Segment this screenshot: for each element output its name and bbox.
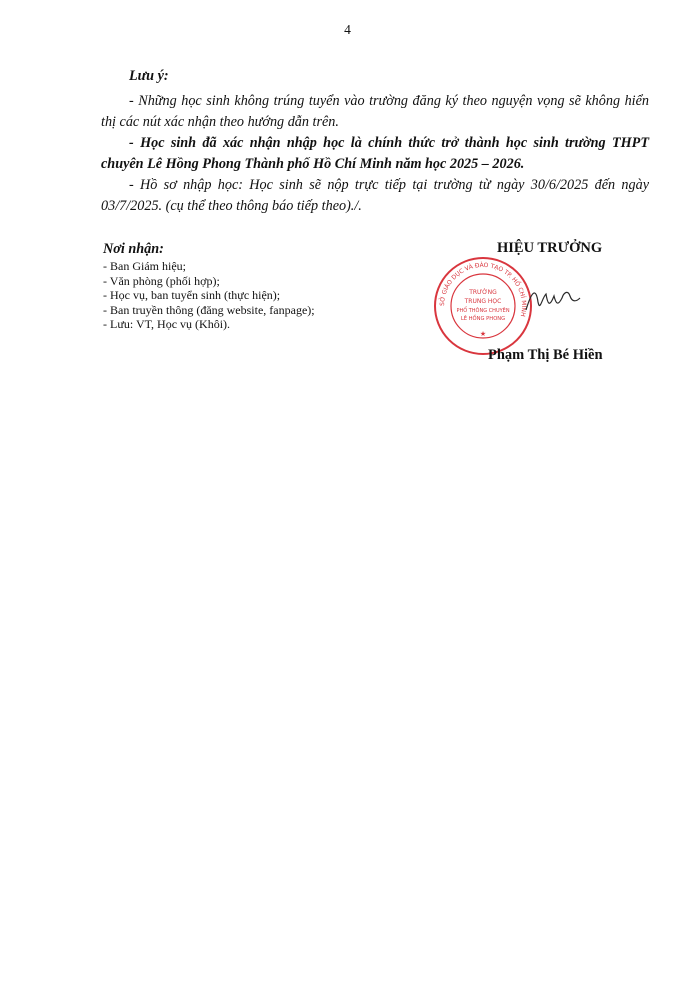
recipient-item: - Ban Giám hiệu; — [103, 259, 186, 273]
signer-title: HIỆU TRƯỞNG — [497, 240, 603, 256]
svg-text:TRƯỜNG: TRƯỜNG — [469, 289, 497, 296]
note-section — [101, 66, 649, 217]
svg-text:PHỔ THÔNG CHUYÊN: PHỔ THÔNG CHUYÊN — [456, 308, 510, 314]
recipient-item: - Học vụ, ban tuyển sinh (thực hiện); — [103, 288, 281, 302]
recipient-item: - Văn phòng (phối hợp); — [103, 273, 220, 288]
note-title: Lưu ý: — [129, 68, 169, 84]
recipients-block — [103, 241, 315, 332]
page-number: 4 — [344, 22, 351, 37]
svg-text:★: ★ — [479, 330, 487, 338]
recipients-list — [103, 259, 315, 332]
note-paragraph-2: - Học sinh đã xác nhận nhập học là chính thức trở thành học sinh trường THPT chuyên Lê Hồng Phong Thành phố Hồ Chí Minh năm học 2025 – 2026. — [101, 135, 649, 172]
note-paragraph-3: - Hồ sơ nhập học: Học sinh sẽ nộp trực tiếp tại trường từ ngày 30/6/2025 đến ngày 03/7/2025. (cụ thể theo thông báo tiếp theo)./. — [101, 177, 649, 214]
svg-text:SỞ GIÁO DỤC VÀ ĐÀO TẠO TP. HỒ: SỞ GIÁO DỤC VÀ ĐÀO TẠO TP. HỒ CHÍ MINH — [438, 261, 528, 318]
recipients-heading: Nơi nhận: — [103, 241, 164, 257]
recipient-item: - Lưu: VT, Học vụ (Khôi). — [103, 317, 231, 331]
note-paragraph-1: - Những học sinh không trúng tuyển vào trường đăng ký theo nguyện vọng sẽ không hiển thị các nút xác nhận theo hướng dẫn trên. — [101, 93, 649, 130]
svg-text:LÊ HỒNG PHONG: LÊ HỒNG PHONG — [460, 316, 506, 322]
recipient-item: - Ban truyền thông (đăng website, fanpage); — [103, 302, 315, 317]
signer-name: Phạm Thị Bé Hiền — [488, 347, 603, 363]
handwritten-signature — [522, 280, 582, 320]
svg-text:TRUNG HỌC: TRUNG HỌC — [464, 298, 502, 305]
school-seal — [433, 256, 533, 356]
